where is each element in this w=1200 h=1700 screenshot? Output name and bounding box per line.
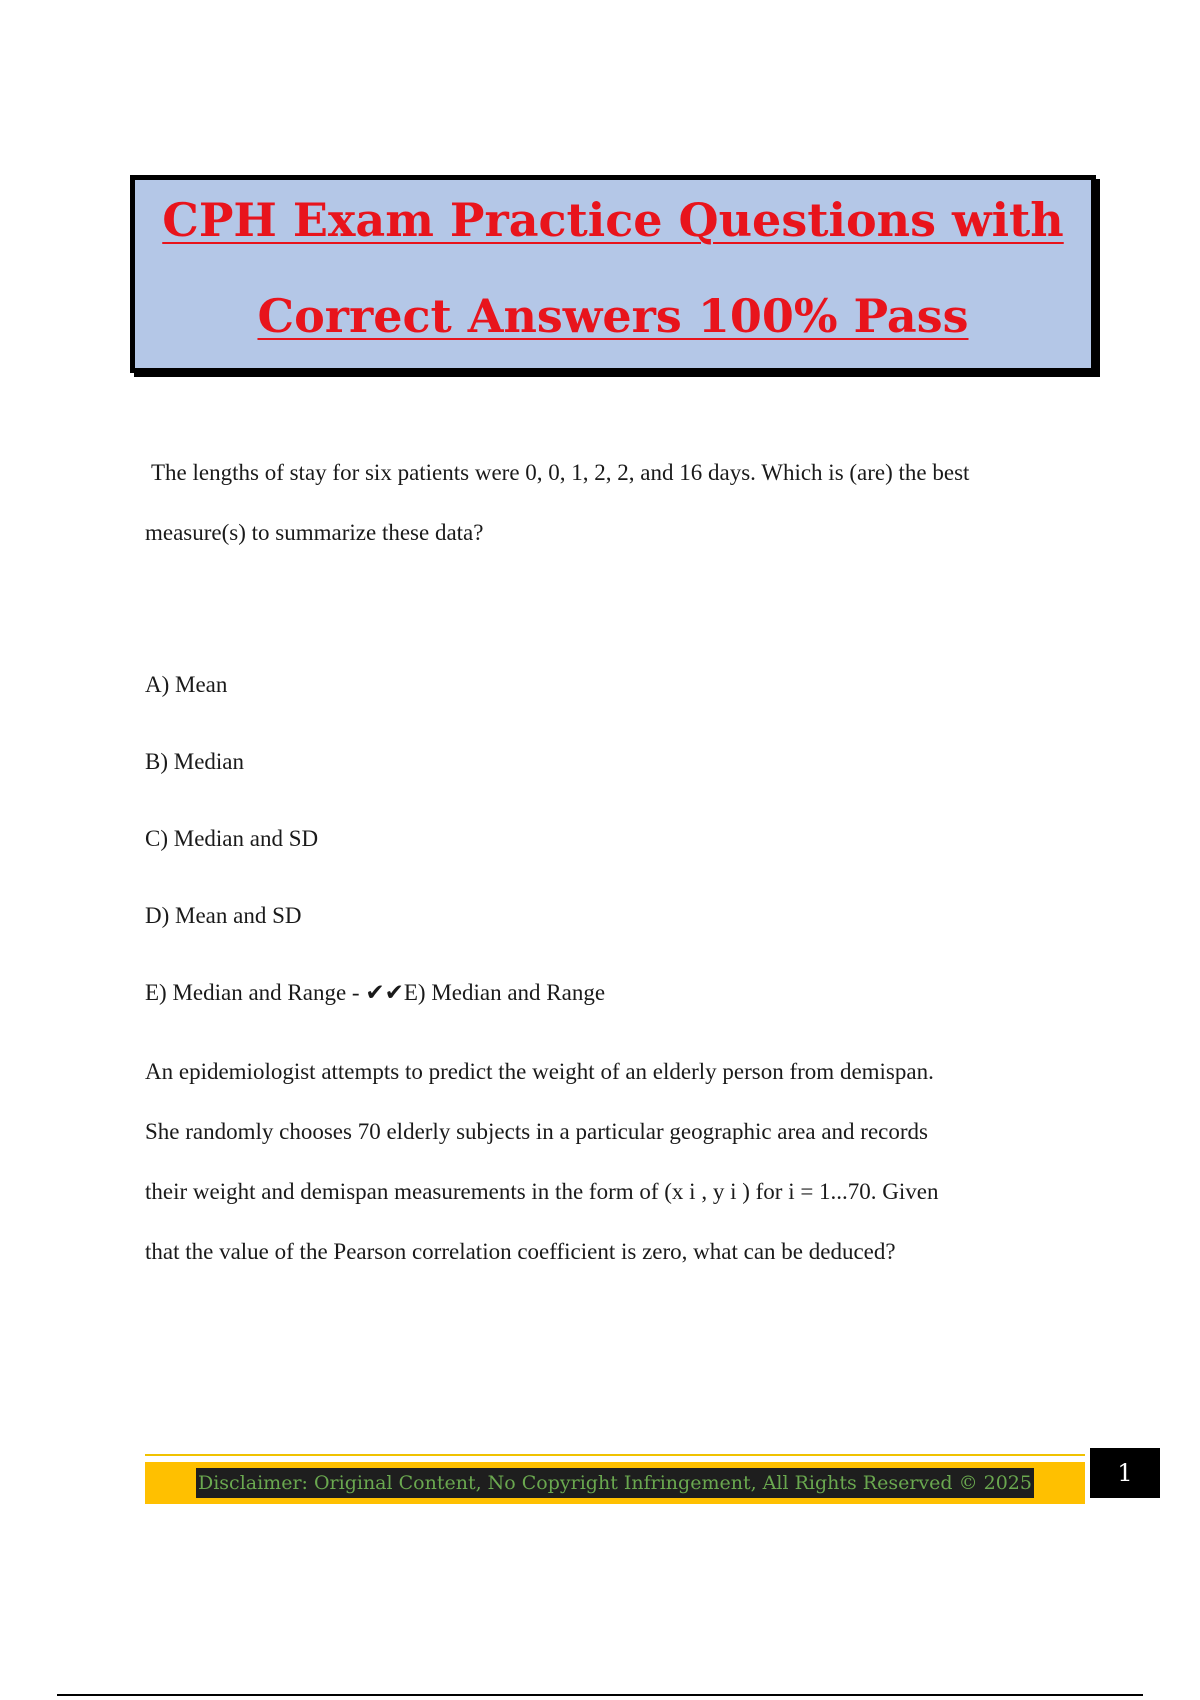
question-1-line-1: The lengths of stay for six patients were 0, 0, 1, 2, 2, and 16 days. Which is (are) the best	[151, 460, 970, 485]
question-2-text	[145, 1042, 1085, 1282]
page-number: 1	[1090, 1448, 1160, 1498]
question-2-line-3: their weight and demispan measurements in the form of (x i , y i ) for i = 1...70. Given	[145, 1179, 939, 1204]
title-line-1: CPH Exam Practice Questions with	[162, 193, 1064, 247]
question-1-text	[145, 443, 1085, 563]
option-d: D) Mean and SD	[145, 903, 302, 928]
page-bottom-rule	[57, 1694, 1143, 1696]
disclaimer-text: Disclaimer: Original Content, No Copyright Infringement, All Rights Reserved © 2025	[196, 1468, 1034, 1498]
option-c: C) Median and SD	[145, 826, 319, 851]
title-box	[130, 175, 1096, 373]
title-line-2: Correct Answers 100% Pass	[257, 289, 969, 343]
option-b: B) Median	[145, 749, 245, 774]
question-2-line-4: that the value of the Pearson correlation coefficient is zero, what can be deduced?	[145, 1239, 896, 1264]
footer-divider	[145, 1454, 1085, 1456]
question-2-line-2: She randomly chooses 70 elderly subjects in a particular geographic area and records	[145, 1119, 928, 1144]
option-a: A) Mean	[145, 672, 228, 697]
question-1-line-2: measure(s) to summarize these data?	[145, 520, 484, 545]
question-2-line-1: An epidemiologist attempts to predict the weight of an elderly person from demispan.	[145, 1059, 934, 1084]
answer-options	[145, 665, 1045, 1050]
option-e-with-answer: E) Median and Range - ✔✔E) Median and Range	[145, 980, 606, 1005]
